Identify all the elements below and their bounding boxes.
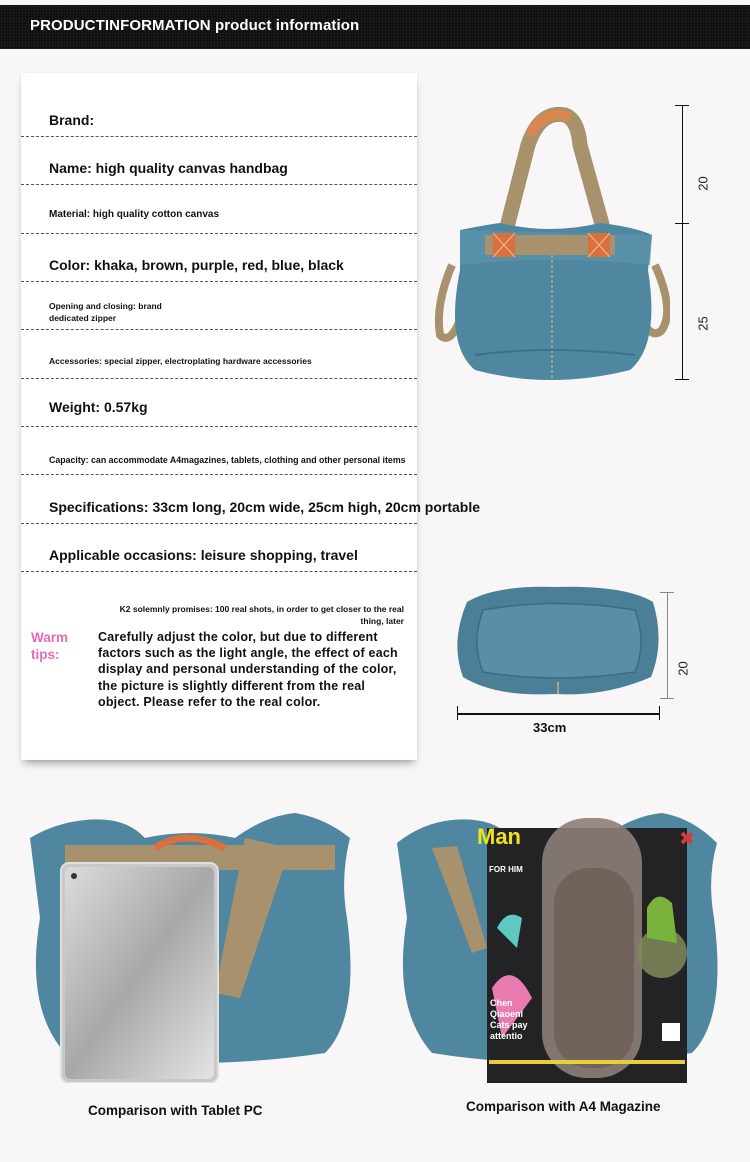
dimension-tick [659,706,660,720]
body-height-label: 25 [695,316,711,331]
brand-label: Brand: [49,112,95,128]
info-row-weight [21,379,417,427]
warm-tips-text: Carefully adjust the color, but due to different factors such as the light angle, the effect of each display and personal understanding of the color, the picture is slightly different from the real object. Please refer to the real color. [98,630,398,709]
dimension-tick [457,706,458,720]
bottom-width-label: 33cm [533,720,567,735]
cover-line: attentio [490,1031,523,1041]
cover-line: Qiaoenl [490,1009,524,1019]
capacity-label: Capacity: can accommodate A4magazines, tablets, clothing and other personal items [49,455,406,465]
dimension-tick [675,105,689,106]
width-dimension-line [457,713,660,715]
promise-note: K2 solemnly promises: 100 real shots, in order to get closer to the real thing, later [119,604,404,626]
info-row-capacity [21,427,417,475]
info-row-name [21,137,417,185]
info-row-material [21,185,417,234]
bag-with-tablet-illustration [25,808,355,1083]
opening-label: Opening and closing: brand dedicated zipper [49,301,162,323]
warm-tips-label: Warm tips: [31,630,69,662]
bag-with-magazine-illustration [392,808,722,1083]
depth-dimension-line [667,592,668,699]
magazine-comparison-photo [392,808,722,1083]
name-label: Name: high quality canvas handbag [49,160,288,176]
info-row-occasions [21,524,417,572]
magazine-subtitle: FOR HIM [489,865,523,874]
cover-line: Cats pay [490,1020,528,1030]
header-bar [0,5,750,49]
dimension-tick [675,379,689,380]
info-row-color [21,234,417,282]
material-label: Material: high quality cotton canvas [49,209,220,220]
height-dimension-line [682,105,683,380]
color-label: Color: khaka, brown, purple, red, blue, black [49,257,344,273]
magazine-comparison-caption: Comparison with A4 Magazine [466,1099,661,1114]
magazine-title: Man [477,824,521,849]
info-row-brand [21,73,417,137]
tablet-comparison-caption: Comparison with Tablet PC [88,1103,263,1118]
bottom-depth-label: 20 [675,661,691,676]
cover-line: Chen [490,998,513,1008]
occasions-label: Applicable occasions: leisure shopping, travel [49,547,358,563]
specifications-label: Specifications: 33cm long, 20cm wide, 25cm high, 20cm portable [49,499,481,515]
info-row-accessories [21,330,417,379]
bottom-view-photo [455,582,660,697]
dimension-tick [675,223,689,224]
handbag-front-illustration [430,105,670,385]
front-view-photo [430,105,670,385]
accessories-label: Accessories: special zipper, electroplating hardware accessories [49,356,312,366]
page-title: PRODUCTINFORMATION product information [30,17,360,34]
info-row-opening [21,282,417,330]
dimension-tick [660,698,674,699]
weight-label: Weight: 0.57kg [49,399,148,415]
tablet-comparison-photo [25,808,355,1083]
product-info-card [21,73,481,760]
handbag-bottom-illustration [455,582,660,697]
dimension-tick [660,592,674,593]
magazine-cover-lines [490,998,528,1042]
handle-height-label: 20 [695,176,711,191]
info-row-specifications [21,475,481,524]
